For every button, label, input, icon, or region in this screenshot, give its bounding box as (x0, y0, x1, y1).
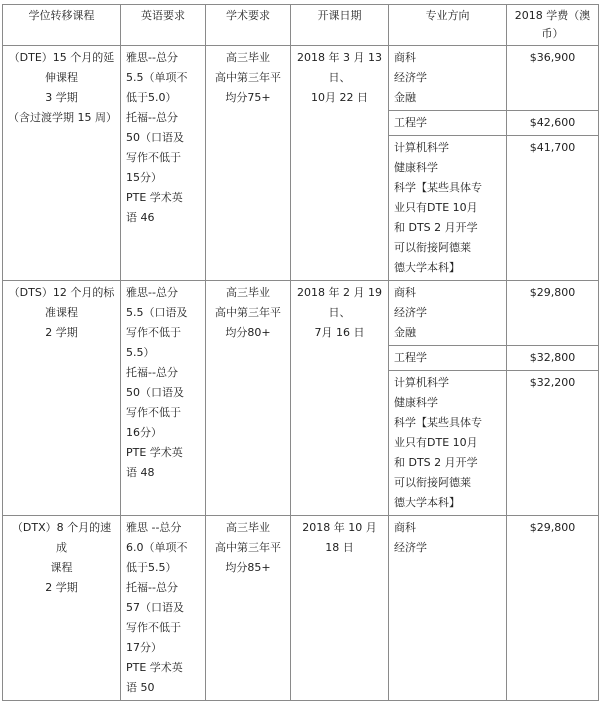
major-line: 和 DTS 2 月开学 (394, 456, 478, 469)
major-line: 商科 (394, 51, 416, 64)
major-line: 工程学 (394, 351, 427, 364)
major-line: 经济学 (394, 541, 427, 554)
major-cell (389, 346, 507, 371)
date-line: 2018 年 2 月 19 日、 (297, 286, 382, 319)
course-cell (3, 46, 121, 281)
academic-line: 高中第三年平 (215, 541, 281, 554)
english-line: 写作不低于 (126, 151, 181, 164)
english-line: 语 46 (126, 211, 155, 224)
major-line: 健康科学 (394, 396, 438, 409)
major-cell (389, 111, 507, 136)
major-line: 金融 (394, 91, 416, 104)
fee-cell: $32,800 (507, 346, 599, 371)
date-line: 2018 年 3 月 13 日、 (297, 51, 382, 84)
english-line: 写作不低于 (126, 406, 181, 419)
english-line: 16分） (126, 426, 162, 439)
fee-cell: $32,200 (507, 371, 599, 516)
header-academic: 学术要求 (206, 5, 291, 46)
english-line: 57（口语及 (126, 601, 184, 614)
fee-cell: $29,800 (507, 516, 599, 701)
program-table (2, 4, 599, 701)
english-line: 语 48 (126, 466, 155, 479)
major-line: 计算机科学 (394, 376, 449, 389)
course-line: （DTE）15 个月的延 (8, 51, 115, 64)
header-course: 学位转移课程 (3, 5, 121, 46)
major-line: 商科 (394, 521, 416, 534)
major-line: 可以衔接阿德莱 (394, 476, 471, 489)
fee-cell: $41,700 (507, 136, 599, 281)
academic-line: 高三毕业 (226, 521, 270, 534)
header-row (3, 5, 599, 46)
major-line: 科学【某些具体专 (394, 181, 482, 194)
academic-cell (206, 516, 291, 701)
english-line: 17分） (126, 641, 162, 654)
english-line: 雅思 --总分 (126, 521, 182, 534)
course-cell (3, 516, 121, 701)
date-line: 10月 22 日 (311, 91, 368, 104)
date-cell (291, 281, 389, 516)
course-line: 3 学期 (45, 91, 78, 104)
english-line: 语 50 (126, 681, 155, 694)
major-line: 业只有DTE 10月 (394, 201, 478, 214)
english-cell (121, 281, 206, 516)
major-line: 和 DTS 2 月开学 (394, 221, 478, 234)
english-line: 低于5.0） (126, 91, 177, 104)
major-line: 健康科学 (394, 161, 438, 174)
table-row (3, 516, 599, 701)
course-line: 2 学期 (45, 326, 78, 339)
major-line: 德大学本科】 (394, 261, 460, 274)
english-line: PTE 学术英 (126, 446, 183, 459)
english-line: 50（口语及 (126, 386, 184, 399)
academic-line: 高三毕业 (226, 286, 270, 299)
major-line: 经济学 (394, 306, 427, 319)
course-line: 准课程 (45, 306, 78, 319)
major-cell (389, 516, 507, 701)
english-line: 15分） (126, 171, 162, 184)
major-line: 可以衔接阿德莱 (394, 241, 471, 254)
major-cell (389, 136, 507, 281)
date-line: 7月 16 日 (314, 326, 365, 339)
english-line: 雅思--总分 (126, 286, 178, 299)
fee-cell: $29,800 (507, 281, 599, 346)
english-cell (121, 46, 206, 281)
major-line: 经济学 (394, 71, 427, 84)
academic-cell (206, 46, 291, 281)
major-line: 金融 (394, 326, 416, 339)
header-english: 英语要求 (121, 5, 206, 46)
major-line: 工程学 (394, 116, 427, 129)
english-line: 低于5.5） (126, 561, 177, 574)
course-line: 2 学期 (45, 581, 78, 594)
english-cell (121, 516, 206, 701)
table-row (3, 46, 599, 111)
date-cell (291, 516, 389, 701)
header-major: 专业方向 (389, 5, 507, 46)
english-line: 雅思--总分 (126, 51, 178, 64)
course-line: （DTX）8 个月的速成 (11, 521, 112, 554)
header-start-date: 开课日期 (291, 5, 389, 46)
academic-cell (206, 281, 291, 516)
english-line: 写作不低于 (126, 326, 181, 339)
academic-line: 均分85+ (225, 561, 271, 574)
academic-line: 高中第三年平 (215, 306, 281, 319)
english-line: 6.0（单项不 (126, 541, 188, 554)
course-line: 课程 (50, 561, 73, 574)
course-line: （DTS）12 个月的标 (8, 286, 115, 299)
course-line: 伸课程 (45, 71, 78, 84)
english-line: 托福--总分 (126, 111, 178, 124)
date-line: 2018 年 10 月 18 日 (302, 521, 377, 554)
course-line: （含过渡学期 15 周） (8, 111, 117, 124)
english-line: 5.5（口语及 (126, 306, 188, 319)
english-line: PTE 学术英 (126, 191, 183, 204)
academic-line: 均分80+ (225, 326, 271, 339)
english-line: 5.5（单项不 (126, 71, 188, 84)
english-line: PTE 学术英 (126, 661, 183, 674)
major-line: 计算机科学 (394, 141, 449, 154)
fee-cell: $42,600 (507, 111, 599, 136)
major-cell (389, 371, 507, 516)
english-line: 托福--总分 (126, 581, 178, 594)
english-line: 5.5） (126, 346, 155, 359)
english-line: 托福--总分 (126, 366, 178, 379)
course-cell (3, 281, 121, 516)
academic-line: 均分75+ (225, 91, 271, 104)
english-line: 50（口语及 (126, 131, 184, 144)
academic-line: 高三毕业 (226, 51, 270, 64)
academic-line: 高中第三年平 (215, 71, 281, 84)
major-line: 科学【某些具体专 (394, 416, 482, 429)
major-line: 商科 (394, 286, 416, 299)
major-cell (389, 281, 507, 346)
major-cell (389, 46, 507, 111)
english-line: 写作不低于 (126, 621, 181, 634)
major-line: 德大学本科】 (394, 496, 460, 509)
date-cell (291, 46, 389, 281)
header-fee: 2018 学费（澳币） (507, 5, 599, 46)
major-line: 业只有DTE 10月 (394, 436, 478, 449)
table-row (3, 281, 599, 346)
fee-cell: $36,900 (507, 46, 599, 111)
